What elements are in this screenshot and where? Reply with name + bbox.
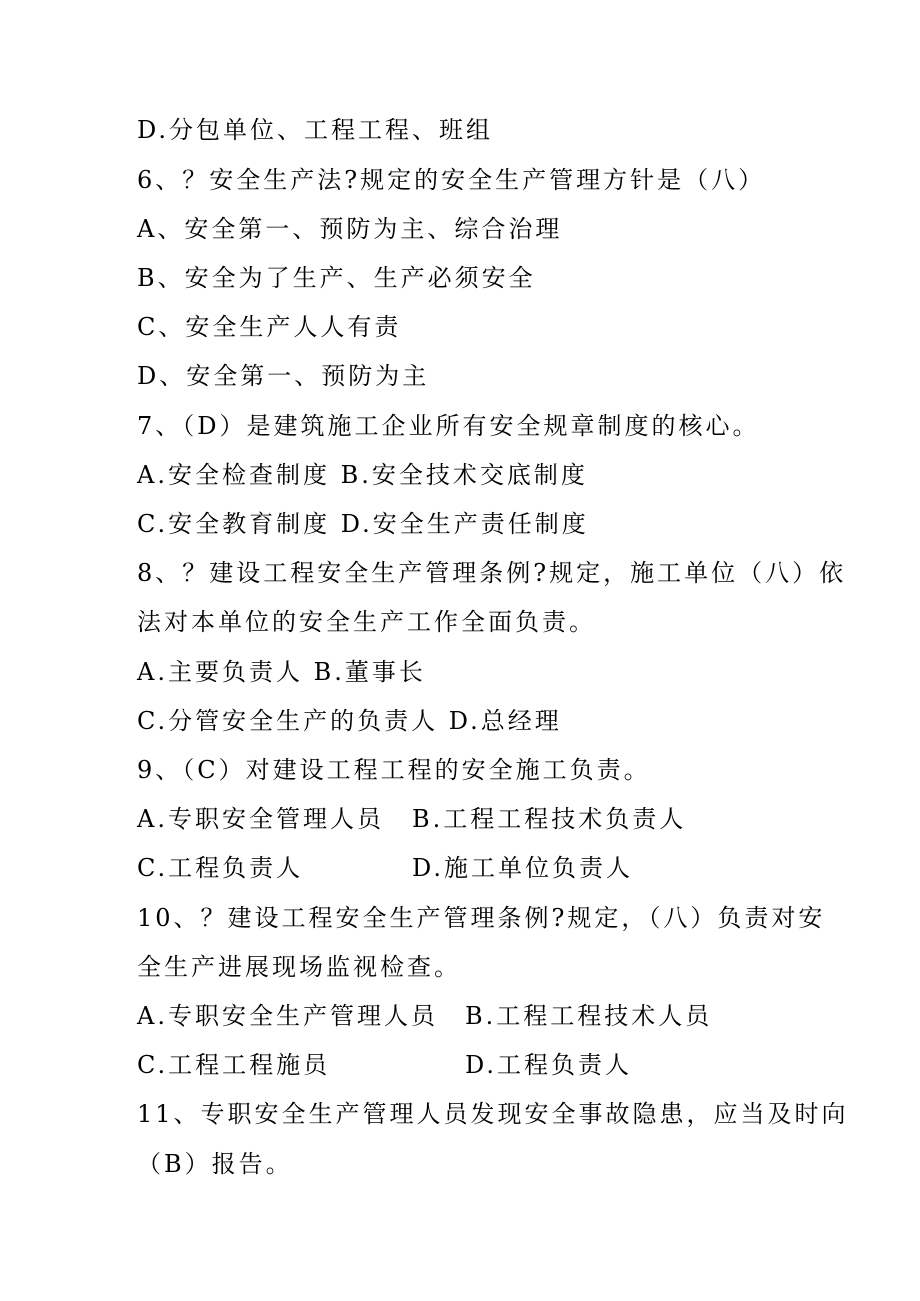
q10-options-row-1 bbox=[137, 1001, 713, 1031]
question-9: 9、（C）对建设工程工程的安全施工负责。 bbox=[137, 756, 651, 784]
q8-options-ab: A.主要负责人 B.董事长 bbox=[137, 658, 426, 686]
q9-option-c: C.工程负责人 bbox=[137, 854, 304, 882]
question-10-continued: 全生产进展现场监视检查。 bbox=[137, 953, 461, 981]
q9-options-row-1 bbox=[137, 804, 687, 834]
q6-option-b: B、安全为了生产、生产必须安全 bbox=[137, 264, 536, 292]
question-10: 10、？建设工程安全生产管理条例?规定，（八）负责对安 bbox=[137, 904, 826, 932]
q10-options-row-2 bbox=[137, 1050, 633, 1080]
question-7: 7、（D）是建筑施工企业所有安全规章制度的核心。 bbox=[137, 412, 760, 440]
q8-options-cd: C.分管安全生产的负责人 D.总经理 bbox=[137, 707, 562, 735]
question-6: 6、？安全生产法?规定的安全生产管理方针是（八） bbox=[137, 166, 766, 194]
q9-options-row-2 bbox=[137, 853, 634, 883]
q6-option-d: D、安全第一、预防为主 bbox=[137, 362, 430, 390]
q9-option-a: A.专职安全管理人员 bbox=[137, 805, 384, 833]
q10-option-b: B.工程工程技术人员 bbox=[465, 1002, 713, 1030]
question-11-continued: （B）报告。 bbox=[137, 1150, 293, 1178]
text-line: D.分包单位、工程工程、班组 bbox=[137, 116, 494, 144]
q6-option-c: C、安全生产人人有责 bbox=[137, 313, 402, 341]
q7-options-ab: A.安全检查制度 B.安全技术交底制度 bbox=[137, 461, 588, 489]
q9-option-b: B.工程工程技术负责人 bbox=[412, 805, 687, 833]
q9-option-d: D.施工单位负责人 bbox=[412, 854, 634, 882]
q10-option-a: A.专职安全生产管理人员 bbox=[137, 1002, 438, 1030]
question-8: 8、？建设工程安全生产管理条例?规定，施工单位（八）依 bbox=[137, 559, 847, 587]
q7-options-cd: C.安全教育制度 D.安全生产责任制度 bbox=[137, 510, 589, 538]
question-11: 11、专职安全生产管理人员发现安全事故隐患，应当及时向 bbox=[137, 1100, 849, 1128]
question-8-continued: 法对本单位的安全生产工作全面负责。 bbox=[137, 608, 596, 636]
q10-option-d: D.工程负责人 bbox=[465, 1051, 633, 1079]
q10-option-c: C.工程工程施员 bbox=[137, 1051, 331, 1079]
q6-option-a: A、安全第一、预防为主、综合治理 bbox=[137, 215, 563, 243]
